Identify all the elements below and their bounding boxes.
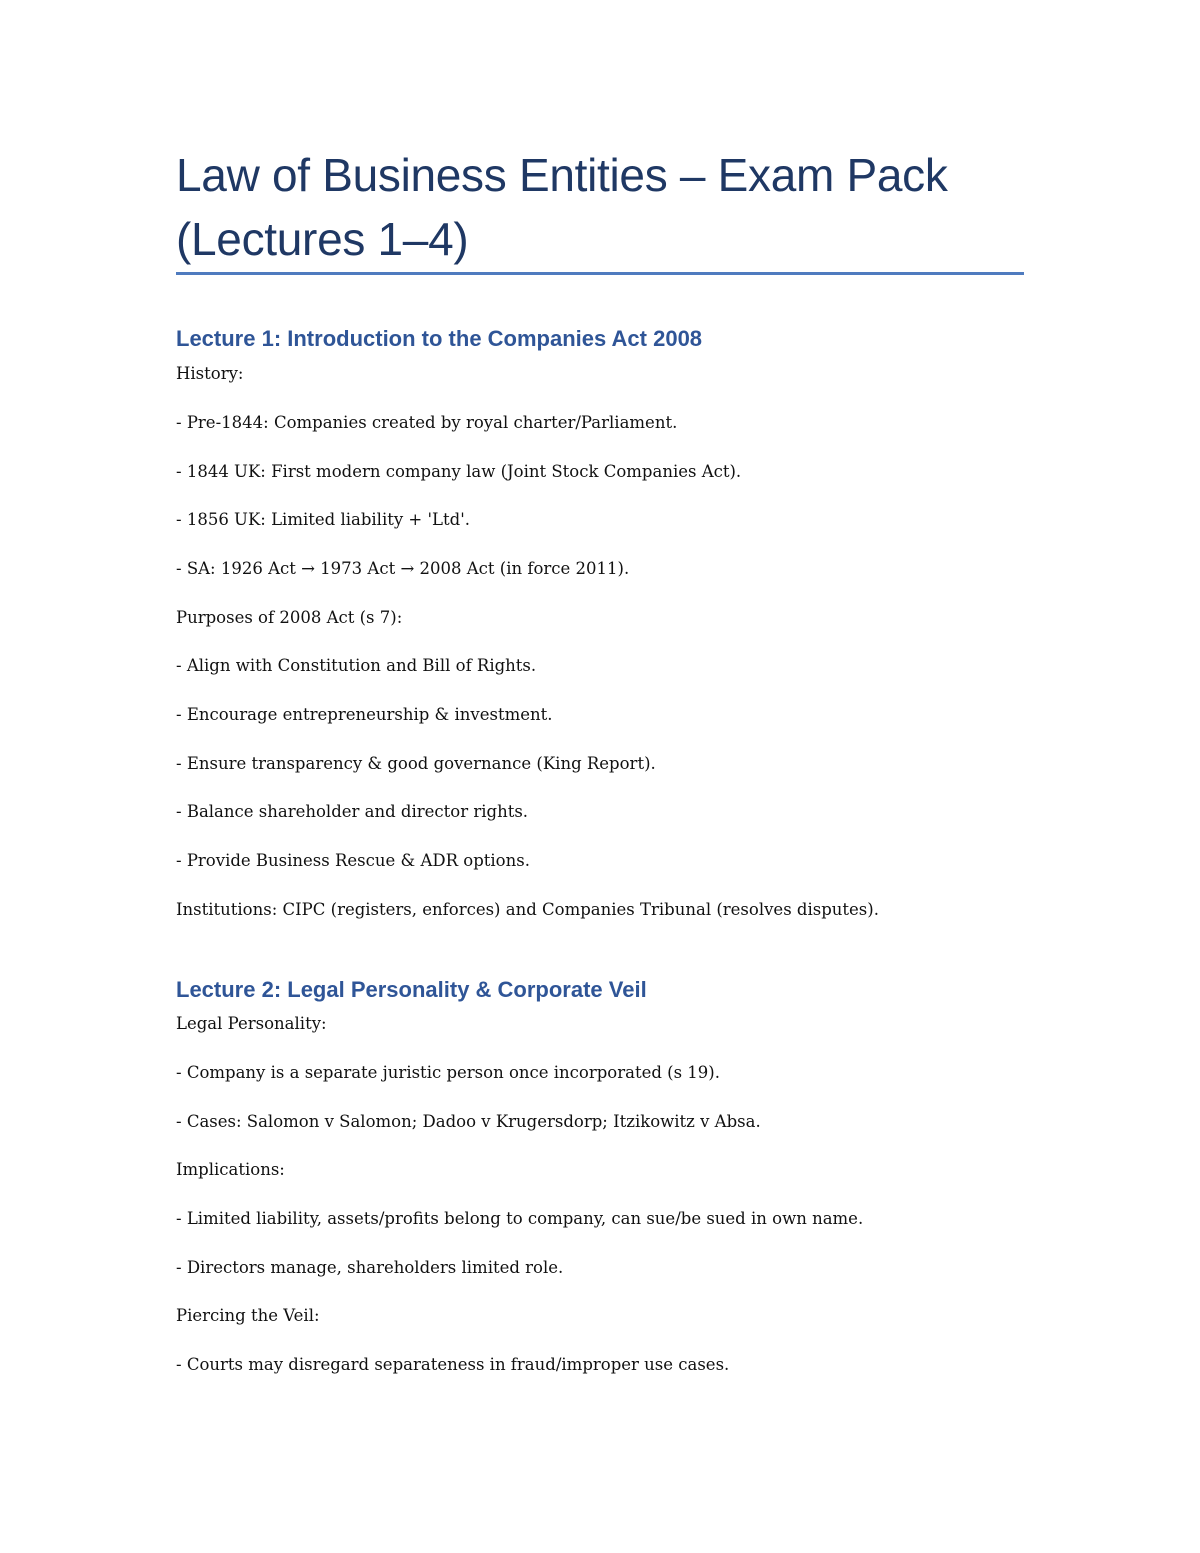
institutions-text: Institutions: CIPC (registers, enforces) and Companies Tribunal (resolves disputes). xyxy=(176,900,879,919)
implications-label: Implications: xyxy=(176,1160,285,1179)
lecture-1-heading: Lecture 1: Introduction to the Companies Act 2008 xyxy=(176,326,703,351)
history-item: - SA: 1926 Act → 1973 Act → 2008 Act (in force 2011). xyxy=(176,559,630,578)
purpose-item: - Balance shareholder and director rights. xyxy=(176,802,529,821)
purpose-item: - Align with Constitution and Bill of Rights. xyxy=(176,656,537,675)
legal-personality-label: Legal Personality: xyxy=(176,1014,327,1033)
piercing-veil-item: - Courts may disregard separateness in fraud/improper use cases. xyxy=(176,1355,730,1374)
purpose-item: - Ensure transparency & good governance (King Report). xyxy=(176,754,656,773)
history-item: - 1856 UK: Limited liability + 'Ltd'. xyxy=(176,510,470,529)
purposes-label: Purposes of 2008 Act (s 7): xyxy=(176,608,403,627)
document-title-line-2: (Lectures 1–4) xyxy=(176,213,469,265)
legal-personality-item: - Cases: Salomon v Salomon; Dadoo v Krugersdorp; Itzikowitz v Absa. xyxy=(176,1112,761,1131)
implication-item: - Directors manage, shareholders limited role. xyxy=(176,1258,564,1277)
history-label: History: xyxy=(176,364,244,383)
piercing-veil-label: Piercing the Veil: xyxy=(176,1306,320,1325)
lecture-2-heading: Lecture 2: Legal Personality & Corporate Veil xyxy=(176,977,647,1002)
purpose-item: - Encourage entrepreneurship & investment. xyxy=(176,705,553,724)
document-title-line-1: Law of Business Entities – Exam Pack xyxy=(176,149,948,201)
legal-personality-item: - Company is a separate juristic person once incorporated (s 19). xyxy=(176,1063,720,1082)
implication-item: - Limited liability, assets/profits belong to company, can sue/be sued in own name. xyxy=(176,1209,864,1228)
document-title xyxy=(176,143,1026,271)
history-item: - Pre-1844: Companies created by royal charter/Parliament. xyxy=(176,413,678,432)
history-item: - 1844 UK: First modern company law (Joint Stock Companies Act). xyxy=(176,462,742,481)
purpose-item: - Provide Business Rescue & ADR options. xyxy=(176,851,530,870)
title-underline xyxy=(176,272,1024,275)
